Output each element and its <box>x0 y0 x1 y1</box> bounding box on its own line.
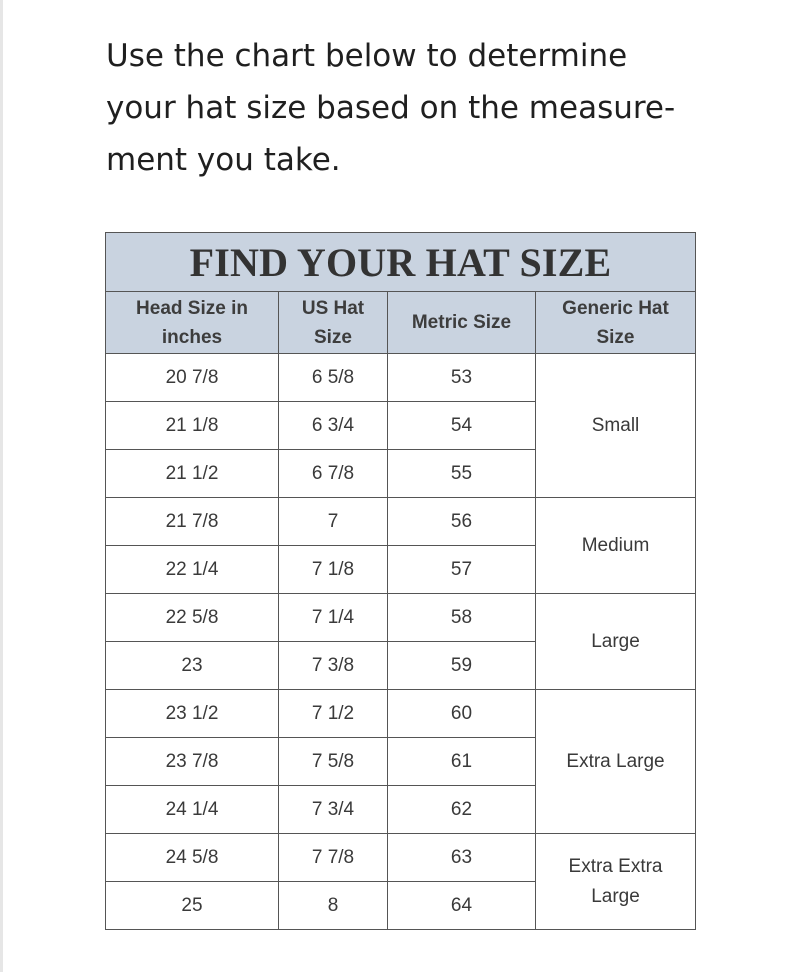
cell-metric-size: 57 <box>388 546 536 594</box>
header-generic-line-1: Generic Hat <box>562 297 669 319</box>
page-left-edge <box>0 0 3 972</box>
cell-metric-size: 64 <box>388 882 536 930</box>
cell-us-size: 7 1/2 <box>279 690 388 738</box>
cell-head-size: 24 5/8 <box>106 834 279 882</box>
cell-metric-size: 60 <box>388 690 536 738</box>
cell-head-size: 21 7/8 <box>106 498 279 546</box>
cell-head-size: 25 <box>106 882 279 930</box>
cell-head-size: 21 1/2 <box>106 450 279 498</box>
cell-head-size: 23 7/8 <box>106 738 279 786</box>
cell-us-size: 7 5/8 <box>279 738 388 786</box>
cell-us-size: 6 7/8 <box>279 450 388 498</box>
table-row <box>106 498 696 546</box>
cell-us-size: 6 3/4 <box>279 402 388 450</box>
cell-metric-size: 53 <box>388 354 536 402</box>
header-head-size-line-2: inches <box>161 326 223 348</box>
cell-us-size: 7 <box>279 498 388 546</box>
cell-us-size: 7 1/8 <box>279 546 388 594</box>
chart-title: FIND YOUR HAT SIZE <box>106 233 696 292</box>
table-row <box>106 690 696 738</box>
cell-us-size: 7 3/4 <box>279 786 388 834</box>
cell-generic-medium: Medium <box>536 498 696 594</box>
cell-us-size: 7 1/4 <box>279 594 388 642</box>
header-us-hat-size <box>279 292 388 354</box>
cell-metric-size: 58 <box>388 594 536 642</box>
header-us-hat-line-1: US Hat <box>301 297 365 319</box>
cell-us-size: 7 7/8 <box>279 834 388 882</box>
header-us-hat-line-2: Size <box>313 326 353 348</box>
cell-us-size: 6 5/8 <box>279 354 388 402</box>
cell-generic-small: Small <box>536 354 696 498</box>
cell-head-size: 22 5/8 <box>106 594 279 642</box>
cell-metric-size: 63 <box>388 834 536 882</box>
cell-head-size: 22 1/4 <box>106 546 279 594</box>
cell-metric-size: 54 <box>388 402 536 450</box>
hat-size-chart <box>105 232 696 930</box>
table-row <box>106 354 696 402</box>
cell-metric-size: 59 <box>388 642 536 690</box>
intro-line-1: Use the chart below to determine <box>106 38 628 74</box>
intro-line-3: ment you take. <box>106 142 341 178</box>
cell-us-size: 8 <box>279 882 388 930</box>
header-head-size-line-1: Head Size in <box>136 297 248 319</box>
header-head-size <box>106 292 279 354</box>
cell-head-size: 20 7/8 <box>106 354 279 402</box>
header-generic-line-2: Size <box>596 326 635 348</box>
cell-us-size: 7 3/8 <box>279 642 388 690</box>
header-generic-hat-size <box>536 292 696 354</box>
generic-xxl-line-2: Large <box>591 885 640 907</box>
table-row <box>106 834 696 882</box>
intro-text <box>106 30 746 186</box>
cell-metric-size: 62 <box>388 786 536 834</box>
table-row <box>106 594 696 642</box>
generic-xxl-line-1: Extra Extra <box>568 855 663 877</box>
intro-line-2: your hat size based on the measure- <box>106 90 676 126</box>
cell-generic-extra-large: Extra Large <box>536 690 696 834</box>
cell-head-size: 23 <box>106 642 279 690</box>
cell-head-size: 24 1/4 <box>106 786 279 834</box>
cell-head-size: 23 1/2 <box>106 690 279 738</box>
cell-metric-size: 61 <box>388 738 536 786</box>
cell-head-size: 21 1/8 <box>106 402 279 450</box>
header-metric-size: Metric Size <box>388 292 536 354</box>
cell-generic-large: Large <box>536 594 696 690</box>
cell-metric-size: 56 <box>388 498 536 546</box>
cell-generic-extra-extra-large <box>536 834 696 930</box>
cell-metric-size: 55 <box>388 450 536 498</box>
